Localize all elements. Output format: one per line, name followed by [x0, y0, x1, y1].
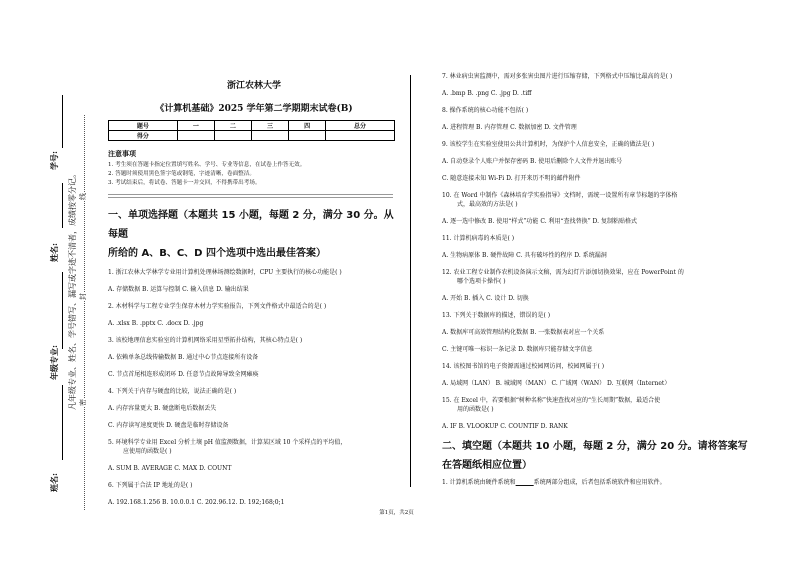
question-stem: 4. 下列关于内存与硬盘的比较，说法正确的是( ) [108, 388, 237, 395]
question-stem-continued: 应使用的函数是( ) [123, 448, 172, 455]
fill-blank-blank: ______ [515, 479, 534, 486]
grade-major-label: 年级专业: [49, 345, 59, 380]
student-id-label: 学号: [49, 151, 59, 170]
question-options: C. 节点首尾相连形成闭环 D. 任意节点故障导致全网瘫痪 [108, 371, 259, 378]
question-stem: 14. 该校图书馆的电子资源需通过校园网访问，校园网属于( ) [442, 363, 605, 370]
question-options: A. SUM B. AVERAGE C. MAX D. COUNT [108, 465, 232, 472]
question-options: C. 随意连接未知 Wi-Fi D. 打开来历不明的邮件附件 [442, 175, 581, 182]
question-stem: 6. 下列属于合法 IP 地址的是( ) [108, 482, 193, 489]
question-options: C. 主键可唯一标识一条记录 D. 数据库只能存储文字信息 [442, 346, 593, 353]
score-cell: 二 [214, 121, 251, 131]
section2-heading-line1: 二、填空题（本题共 10 小题，每题 2 分，满分 20 分。请将答案写 [442, 441, 748, 452]
question-stem: 9. 该校学生在实验室使用公共计算机时，为保护个人信息安全，正确的做法是( ) [442, 141, 655, 148]
score-cell [326, 131, 395, 141]
score-table-header-row [109, 121, 395, 131]
score-cell: 得分 [109, 131, 178, 141]
score-cell [214, 131, 251, 141]
question-stem: 13. 下列关于数据库的描述，错误的是( ) [442, 312, 551, 319]
score-cell [177, 131, 214, 141]
notice-item: 3. 考试结束后，将试卷、答题卡一并交回，不得携带出考场。 [108, 180, 261, 186]
fill-blank-text-after: 系统两部分组成，后者包括系统软件和应用软件。 [533, 479, 666, 486]
question-options: A. 存储数据 B. 运算与控制 C. 输入信息 D. 输出结果 [108, 286, 249, 293]
question-stem: 12. 农业工程专业制作农机设备演示文稿，需为幻灯片添加切换效果，应在 PowerPoint 的 [442, 269, 684, 276]
right-column [442, 73, 748, 487]
question-stem: 7. 林业病虫害监测中，需对多张害虫图片进行压缩存储，下列格式中压缩比最高的是( ) [442, 73, 673, 80]
fill-blank-question [442, 479, 727, 487]
question-options: A. 依赖单条总线传输数据 B. 通过中心节点连接所有设备 [108, 354, 259, 361]
question-options: A. 进程管理 B. 内存管理 C. 数据加密 D. 文件管理 [442, 124, 577, 131]
binding-line-2 [62, 183, 63, 228]
score-cell: 四 [289, 121, 326, 131]
question-stem: 8. 操作系统的核心功能不包括( ) [442, 107, 529, 114]
seal-char-feng: 封 [79, 293, 87, 300]
section1-heading [108, 206, 400, 263]
section1-heading-line2: 所给的 A、B、C、D 四个选项中选出最佳答案） [108, 248, 326, 259]
question-stem: 1. 浙江农林大学林学专业用计算机处理林场测绘数据时，CPU 主要执行的核心功能是( ) [108, 269, 342, 276]
binding-warning-text: 凡年级专业、姓名、学号错写、漏写或字迹不清者，成绩按零分记。 [68, 170, 77, 410]
score-table-score-row [109, 131, 395, 141]
section2-heading-line2: 在答题纸相应位置） [442, 460, 532, 471]
university-name: 浙江农林大学 [226, 81, 281, 91]
notice-item: 1. 考生须在答题卡指定位置填写姓名、学号、专业等信息，在试卷上作答无效。 [108, 162, 306, 168]
question-options: A. 数据库可高效管理结构化数据 B. 一张数据表对应一个关系 [442, 329, 605, 336]
binding-line-4 [62, 385, 63, 460]
question-stem: 15. 在 Excel 中，若要根据“树种名称”快速查找对应的“生长周期”数据，最适合使 [442, 397, 661, 404]
fill-blank-text-before: 1. 计算机系统由硬件系统和 [442, 479, 516, 486]
page-footer: 第1页，共2页 [379, 510, 414, 516]
question-stem: 5. 环境科学专业用 Excel 分析土壤 pH 值监测数据，计算某区域 10 个采样点的平均值， [108, 439, 347, 446]
score-cell [289, 131, 326, 141]
column-divider [410, 75, 411, 487]
binding-line-3 [62, 272, 63, 349]
notice-separator [108, 194, 393, 198]
score-cell: 题号 [109, 121, 178, 131]
left-column [108, 78, 400, 507]
question-options: A. .bmp B. .png C. .jpg D. .tiff [442, 90, 532, 97]
question-options: C. 内存读写速度更快 D. 硬盘是临时存储设备 [108, 422, 229, 429]
question-options: A. IF B. VLOOKUP C. COUNTIF D. RANK [442, 423, 568, 430]
question-options: A. 192.168.1.256 B. 10.0.0.1 C. 202.96.12. D. 192;168;0;1 [108, 499, 285, 506]
question-options: A. 自动登录个人账户并保存密码 B. 使用后删除个人文件并退出账号 [442, 158, 623, 165]
question-stem-continued: 哪个选项卡操作( ) [457, 278, 506, 285]
class-label: 班名: [49, 473, 59, 492]
score-table [108, 120, 395, 141]
question-stem: 11. 计算机病毒的本质是( ) [442, 235, 515, 242]
score-cell: 一 [177, 121, 214, 131]
question-options: A. 内存容量更大 B. 硬盘断电后数据丢失 [108, 405, 217, 412]
seal-char-mi: 密 [79, 399, 87, 406]
section1-heading-line1: 一、单项选择题（本题共 15 小题，每题 2 分，满分 30 分。从每题 [108, 210, 394, 240]
question-options: A. 生物病原体 B. 硬件故障 C. 具有破坏性的程序 D. 系统漏洞 [442, 252, 607, 259]
section2-heading [442, 437, 748, 475]
exam-title: 《计算机基础》2025 学年第二学期期末试卷(B) [155, 104, 353, 114]
question-options: A. 逐一选中修改 B. 使用“样式”功能 C. 利用“查找替换” D. 复制粘贴格式 [442, 218, 637, 225]
score-cell: 总分 [326, 121, 395, 131]
seal-char-xian: 线 [79, 193, 87, 200]
score-cell [251, 131, 288, 141]
name-label: 姓名: [49, 243, 59, 262]
score-cell: 三 [251, 121, 288, 131]
question-stem-continued: 用的函数是( ) [457, 406, 494, 413]
question-stem: 2. 木材科学与工程专业学生保存木材力学实验报告，下列文件格式中最适合的是( ) [108, 303, 327, 310]
binding-line-top [62, 95, 63, 148]
question-options: A. 开始 B. 插入 C. 设计 D. 切换 [442, 295, 529, 302]
question-stem: 3. 该校地理信息实验室的计算机网络采用星型拓扑结构，其核心特点是( ) [108, 337, 303, 344]
seal-dotted-line [84, 115, 85, 510]
question-options: A. .xlsx B. .pptx C. .docx D. .jpg [108, 320, 204, 327]
notice-item: 2. 答题时须使用黑色签字笔或钢笔，字迹清晰，卷面整洁。 [108, 171, 255, 177]
notice-heading: 注意事项 [108, 149, 136, 158]
question-stem-continued: 式，最高效的方法是( ) [457, 201, 518, 208]
question-options: A. 局域网（LAN） B. 城域网（MAN） C. 广域网（WAN） D. 互联网（Internet） [442, 380, 671, 387]
question-stem: 10. 在 Word 中制作《森林培育学实验指导》文档时，需统一设置所有章节标题的字体格 [442, 192, 678, 199]
